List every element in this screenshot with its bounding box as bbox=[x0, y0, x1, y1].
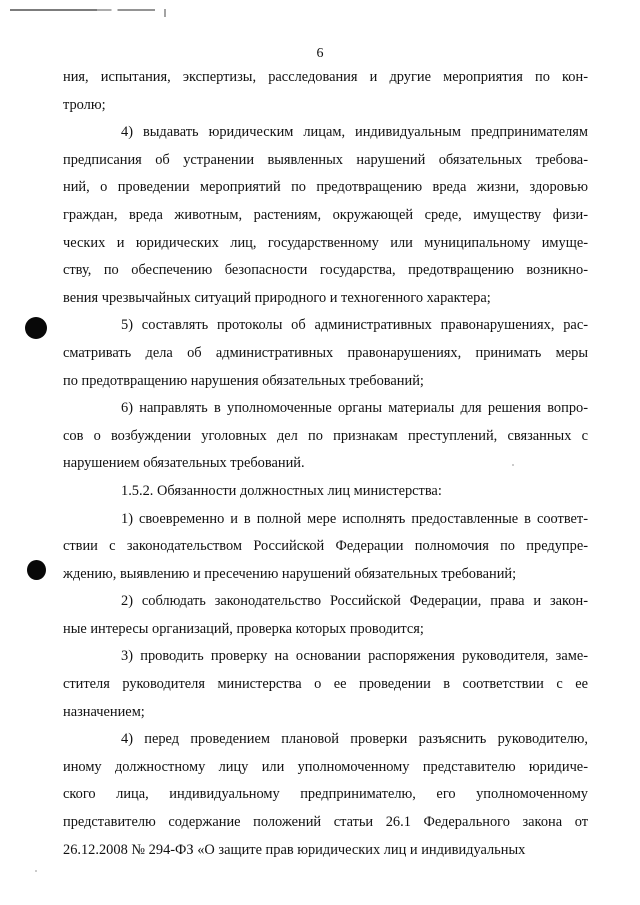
document-line: иному должностному лицу или уполномоченному представителю юридиче- bbox=[63, 758, 588, 775]
document-line: ний, о проведении мероприятий по предотвращению вреда жизни, здоровью bbox=[63, 179, 588, 196]
document-line: сов о возбуждении уголовных дел по признакам преступлений, связанных с bbox=[63, 427, 588, 444]
document-line: ные интересы организаций, проверка которых проводится; bbox=[63, 620, 424, 637]
document-line: ствии с законодательством Российской Федерации полномочия по предупре- bbox=[63, 538, 588, 555]
document-line: нарушением обязательных требований. bbox=[63, 455, 305, 472]
document-line: по предотвращению нарушения обязательных требований; bbox=[63, 372, 424, 389]
document-line: представителю содержание положений статьи 26.1 Федерального закона от bbox=[63, 814, 588, 831]
binder-hole-bottom bbox=[27, 560, 46, 580]
document-line: ству, по обеспечению безопасности государства, предотвращению возникно- bbox=[63, 262, 588, 279]
document-line: 1.5.2. Обязанности должностных лиц министерства: bbox=[121, 482, 442, 499]
document-line: ния, испытания, экспертизы, расследования и другие мероприятия по кон- bbox=[63, 69, 588, 85]
document-line: ждению, выявлению и пресечению нарушений обязательных требований; bbox=[63, 565, 517, 582]
document-line: назначением; bbox=[63, 703, 145, 720]
document-line: 2) соблюдать законодательство Российской Федерации, права и закон- bbox=[121, 593, 588, 610]
document-line: 3) проводить проверку на основании распоряжения руководителя, заме- bbox=[121, 648, 588, 665]
scan-artifact-tick bbox=[164, 9, 166, 17]
document-line: предписания об устранении выявленных нарушений обязательных требова- bbox=[63, 151, 588, 168]
document-line: вения чрезвычайных ситуаций природного и техногенного характера; bbox=[63, 289, 491, 306]
document-line: ческих и юридических лиц, государственному или муниципальному имуще- bbox=[63, 234, 588, 251]
scan-speck bbox=[35, 870, 37, 872]
document-line: 1) своевременно и в полной мере исполнять предоставленные в соответ- bbox=[121, 510, 588, 527]
document-line: 4) выдавать юридическим лицам, индивидуальным предпринимателям bbox=[121, 124, 588, 141]
document-line: сматривать дела об административных правонарушениях, принимать меры bbox=[63, 344, 588, 361]
document-line: стителя руководителя министерства о ее проведении в соответствии с ее bbox=[63, 676, 588, 693]
document-line: 5) составлять протоколы об административных правонарушениях, рас- bbox=[121, 317, 588, 334]
scan-artifact-strip bbox=[10, 9, 155, 11]
page-number: 6 bbox=[316, 46, 324, 61]
document-line: тролю; bbox=[63, 96, 106, 113]
document-line: граждан, вреда животным, растениям, окружающей среде, имуществу физи- bbox=[63, 206, 588, 223]
document-body bbox=[63, 64, 588, 864]
binder-hole-top bbox=[25, 317, 47, 339]
document-line: ского лица, индивидуальному предпринимателю, его уполномоченному bbox=[63, 786, 588, 803]
document-line: 26.12.2008 № 294-ФЗ «О защите прав юридических лиц и индивидуальных bbox=[63, 841, 526, 858]
document-line: 6) направлять в уполномоченные органы материалы для решения вопро- bbox=[121, 400, 588, 417]
document-line: 4) перед проведением плановой проверки разъяснить руководителю, bbox=[121, 731, 588, 748]
